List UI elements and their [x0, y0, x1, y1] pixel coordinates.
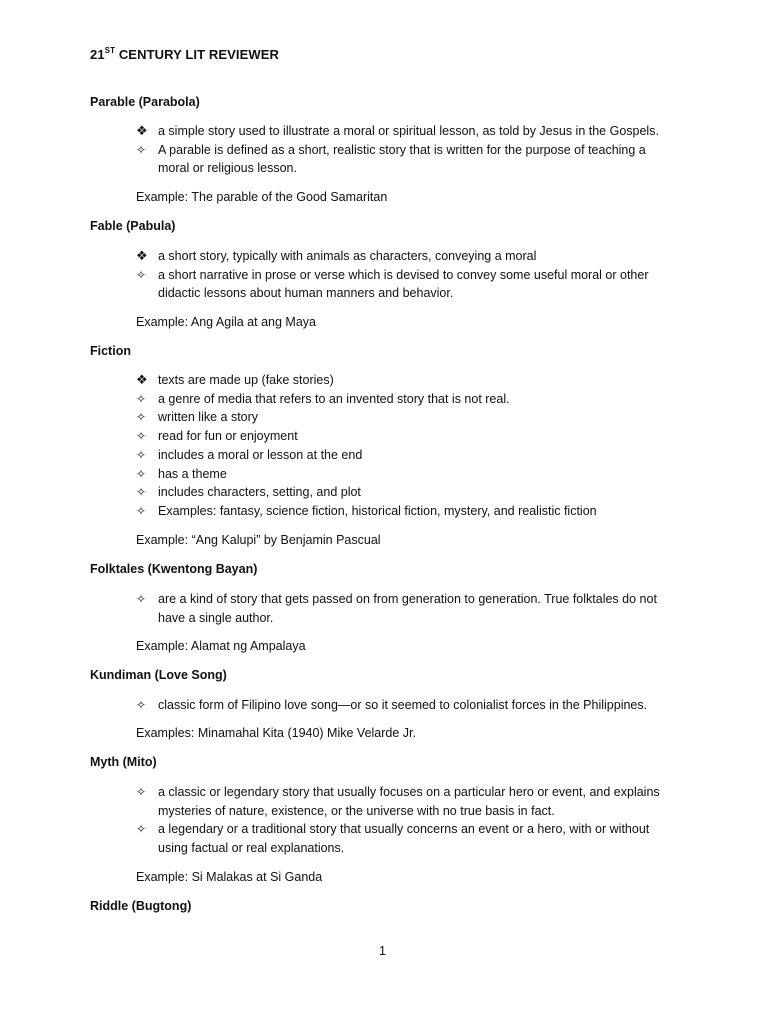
outline-star-bullet-icon: ✧ — [136, 391, 147, 406]
bullet-text: Examples: fantasy, science fiction, historical fiction, mystery, and realistic fiction — [158, 503, 597, 518]
example-kundiman: Examples: Minamahal Kita (1940) Mike Velarde Jr. — [136, 726, 416, 740]
solid-diamond-bullet-icon: ❖ — [136, 248, 148, 263]
list-item — [136, 820, 676, 857]
bullet-list-myth — [136, 783, 676, 858]
list-item — [136, 371, 676, 390]
list-item — [136, 502, 676, 521]
bullet-text: are a kind of story that gets passed on from generation to generation. True folktales do not have a single author. — [158, 592, 657, 625]
list-item — [136, 590, 676, 627]
list-item — [136, 783, 676, 820]
outline-star-bullet-icon: ✧ — [136, 142, 147, 157]
list-item — [136, 446, 676, 465]
list-item — [136, 141, 676, 178]
bullet-list-parable — [136, 122, 676, 178]
list-item — [136, 483, 676, 502]
bullet-text: a simple story used to illustrate a moral or spiritual lesson, as told by Jesus in the Gospels. — [158, 124, 659, 138]
section-heading-fiction: Fiction — [90, 344, 131, 358]
example-fiction: Example: “Ang Kalupi” by Benjamin Pascual — [136, 533, 381, 547]
outline-star-bullet-icon: ✧ — [136, 485, 147, 500]
document-title — [90, 47, 279, 62]
title-number: 21 — [90, 47, 105, 62]
outline-star-bullet-icon: ✧ — [136, 698, 147, 712]
outline-star-bullet-icon: ✧ — [136, 429, 147, 444]
list-item — [136, 247, 676, 266]
example-folktales: Example: Alamat ng Ampalaya — [136, 639, 306, 653]
title-rest: CENTURY LIT REVIEWER — [115, 47, 279, 62]
title-superscript: ST — [104, 46, 116, 55]
example-fable: Example: Ang Agila at ang Maya — [136, 315, 316, 329]
example-parable: Example: The parable of the Good Samaritan — [136, 190, 388, 204]
bullet-list-fiction — [136, 371, 676, 521]
list-item — [136, 266, 676, 303]
solid-diamond-bullet-icon: ❖ — [136, 123, 148, 138]
bullet-text: a short narrative in prose or verse which is devised to convey some useful moral or other didactic lessons about human manners and behavior. — [158, 267, 649, 301]
section-heading-riddle: Riddle (Bugtong) — [90, 899, 192, 913]
bullet-text: has a theme — [158, 466, 227, 481]
section-heading-parable: Parable (Parabola) — [90, 95, 200, 109]
example-myth: Example: Si Malakas at Si Ganda — [136, 870, 323, 884]
outline-star-bullet-icon: ✧ — [136, 503, 147, 518]
list-item — [136, 390, 676, 409]
bullet-text: texts are made up (fake stories) — [158, 373, 334, 387]
outline-star-bullet-icon: ✧ — [136, 466, 147, 481]
section-heading-kundiman: Kundiman (Love Song) — [90, 668, 227, 682]
outline-star-bullet-icon: ✧ — [136, 592, 147, 606]
outline-star-bullet-icon: ✧ — [136, 785, 147, 799]
list-item — [136, 408, 676, 427]
section-heading-fable: Fable (Pabula) — [90, 219, 176, 233]
bullet-text: a genre of media that refers to an invented story that is not real. — [158, 391, 510, 406]
bullet-text: classic form of Filipino love song—or so it seemed to colonialist forces in the Philippines. — [158, 698, 648, 712]
bullet-text: a short story, typically with animals as characters, conveying a moral — [158, 249, 537, 263]
bullet-text: read for fun or enjoyment — [158, 429, 298, 444]
bullet-text: written like a story — [158, 410, 259, 425]
solid-diamond-bullet-icon: ❖ — [136, 372, 148, 387]
list-item — [136, 465, 676, 484]
outline-star-bullet-icon: ✧ — [136, 267, 147, 282]
bullet-text: a legendary or a traditional story that usually concerns an event or a hero, with or without using factual or real explanations. — [158, 822, 650, 856]
section-heading-folktales: Folktales (Kwentong Bayan) — [90, 562, 258, 576]
bullet-list-fable — [136, 247, 676, 303]
bullet-text: a classic or legendary story that usually focuses on a particular hero or event, and explains mysteries of nature, existence, or the universe with no true basis in fact. — [158, 785, 660, 818]
list-item — [136, 122, 676, 141]
outline-star-bullet-icon: ✧ — [136, 410, 147, 425]
bullet-text: includes characters, setting, and plot — [158, 485, 361, 500]
bullet-list-folktales — [136, 590, 676, 627]
bullet-text: A parable is defined as a short, realistic story that is written for the purpose of teaching a moral or religious lesson. — [158, 142, 646, 176]
list-item — [136, 696, 676, 715]
outline-star-bullet-icon: ✧ — [136, 447, 147, 462]
outline-star-bullet-icon: ✧ — [136, 822, 147, 837]
section-heading-myth: Myth (Mito) — [90, 755, 157, 769]
list-item — [136, 427, 676, 446]
bullet-list-kundiman — [136, 696, 676, 715]
page-number: 1 — [379, 944, 386, 958]
bullet-text: includes a moral or lesson at the end — [158, 447, 363, 462]
